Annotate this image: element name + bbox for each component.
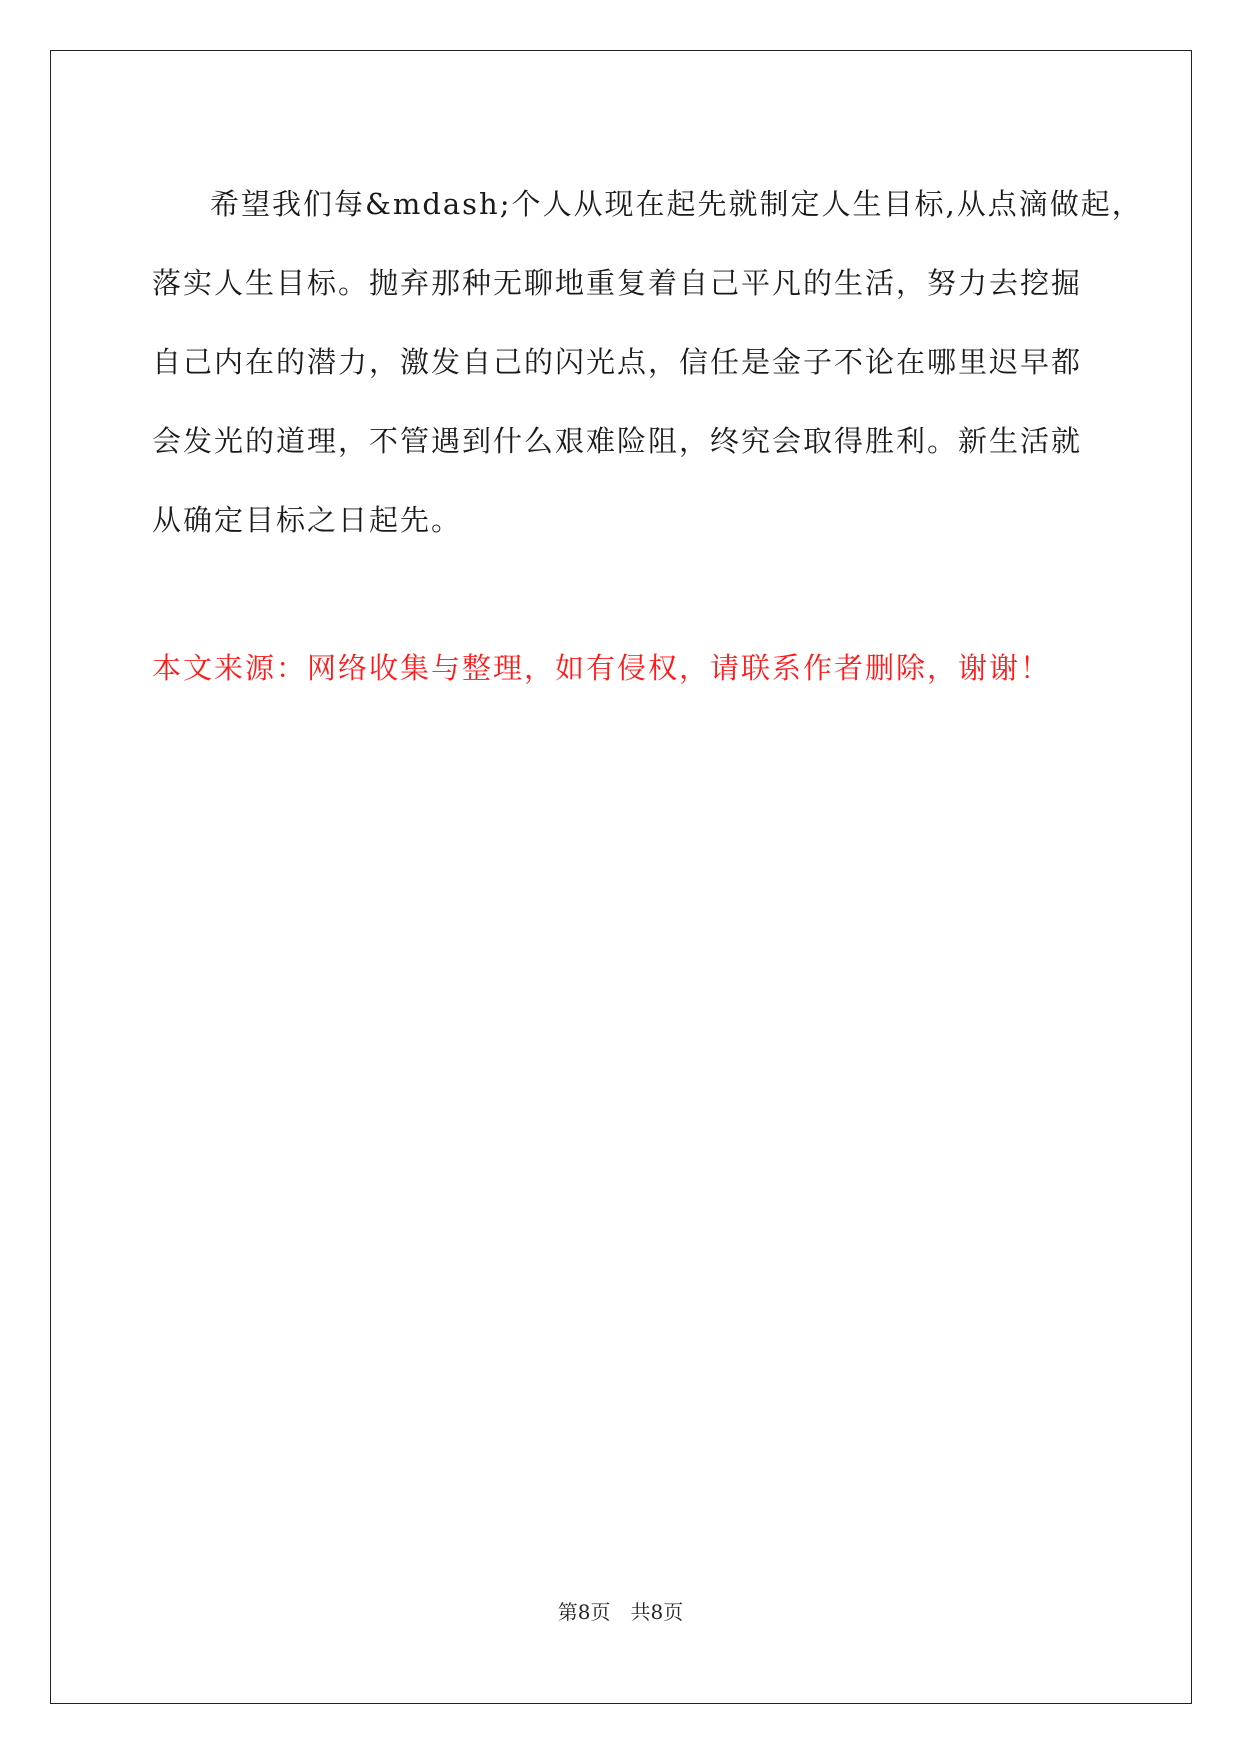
page-footer — [0, 1598, 1241, 1626]
source-note: 本文来源：网络收集与整理，如有侵权，请联系作者删除，谢谢！ — [152, 651, 1052, 685]
total-page-count: 共8页 — [630, 1600, 684, 1624]
body-line: 会发光的道理，不管遇到什么艰难险阻，终究会取得胜利。新生活就 — [152, 424, 1083, 458]
body-line: 希望我们每&mdash;个人从现在起先就制定人生目标,从点滴做起， — [210, 187, 1143, 221]
current-page-number: 第8页 — [557, 1600, 611, 1624]
body-line: 落实人生目标。抛弃那种无聊地重复着自己平凡的生活，努力去挖掘 — [152, 266, 1083, 300]
body-line: 从确定目标之日起先。 — [152, 503, 463, 537]
body-line: 自己内在的潜力，激发自己的闪光点，信任是金子不论在哪里迟早都 — [152, 345, 1083, 379]
body-paragraph — [152, 165, 1143, 560]
